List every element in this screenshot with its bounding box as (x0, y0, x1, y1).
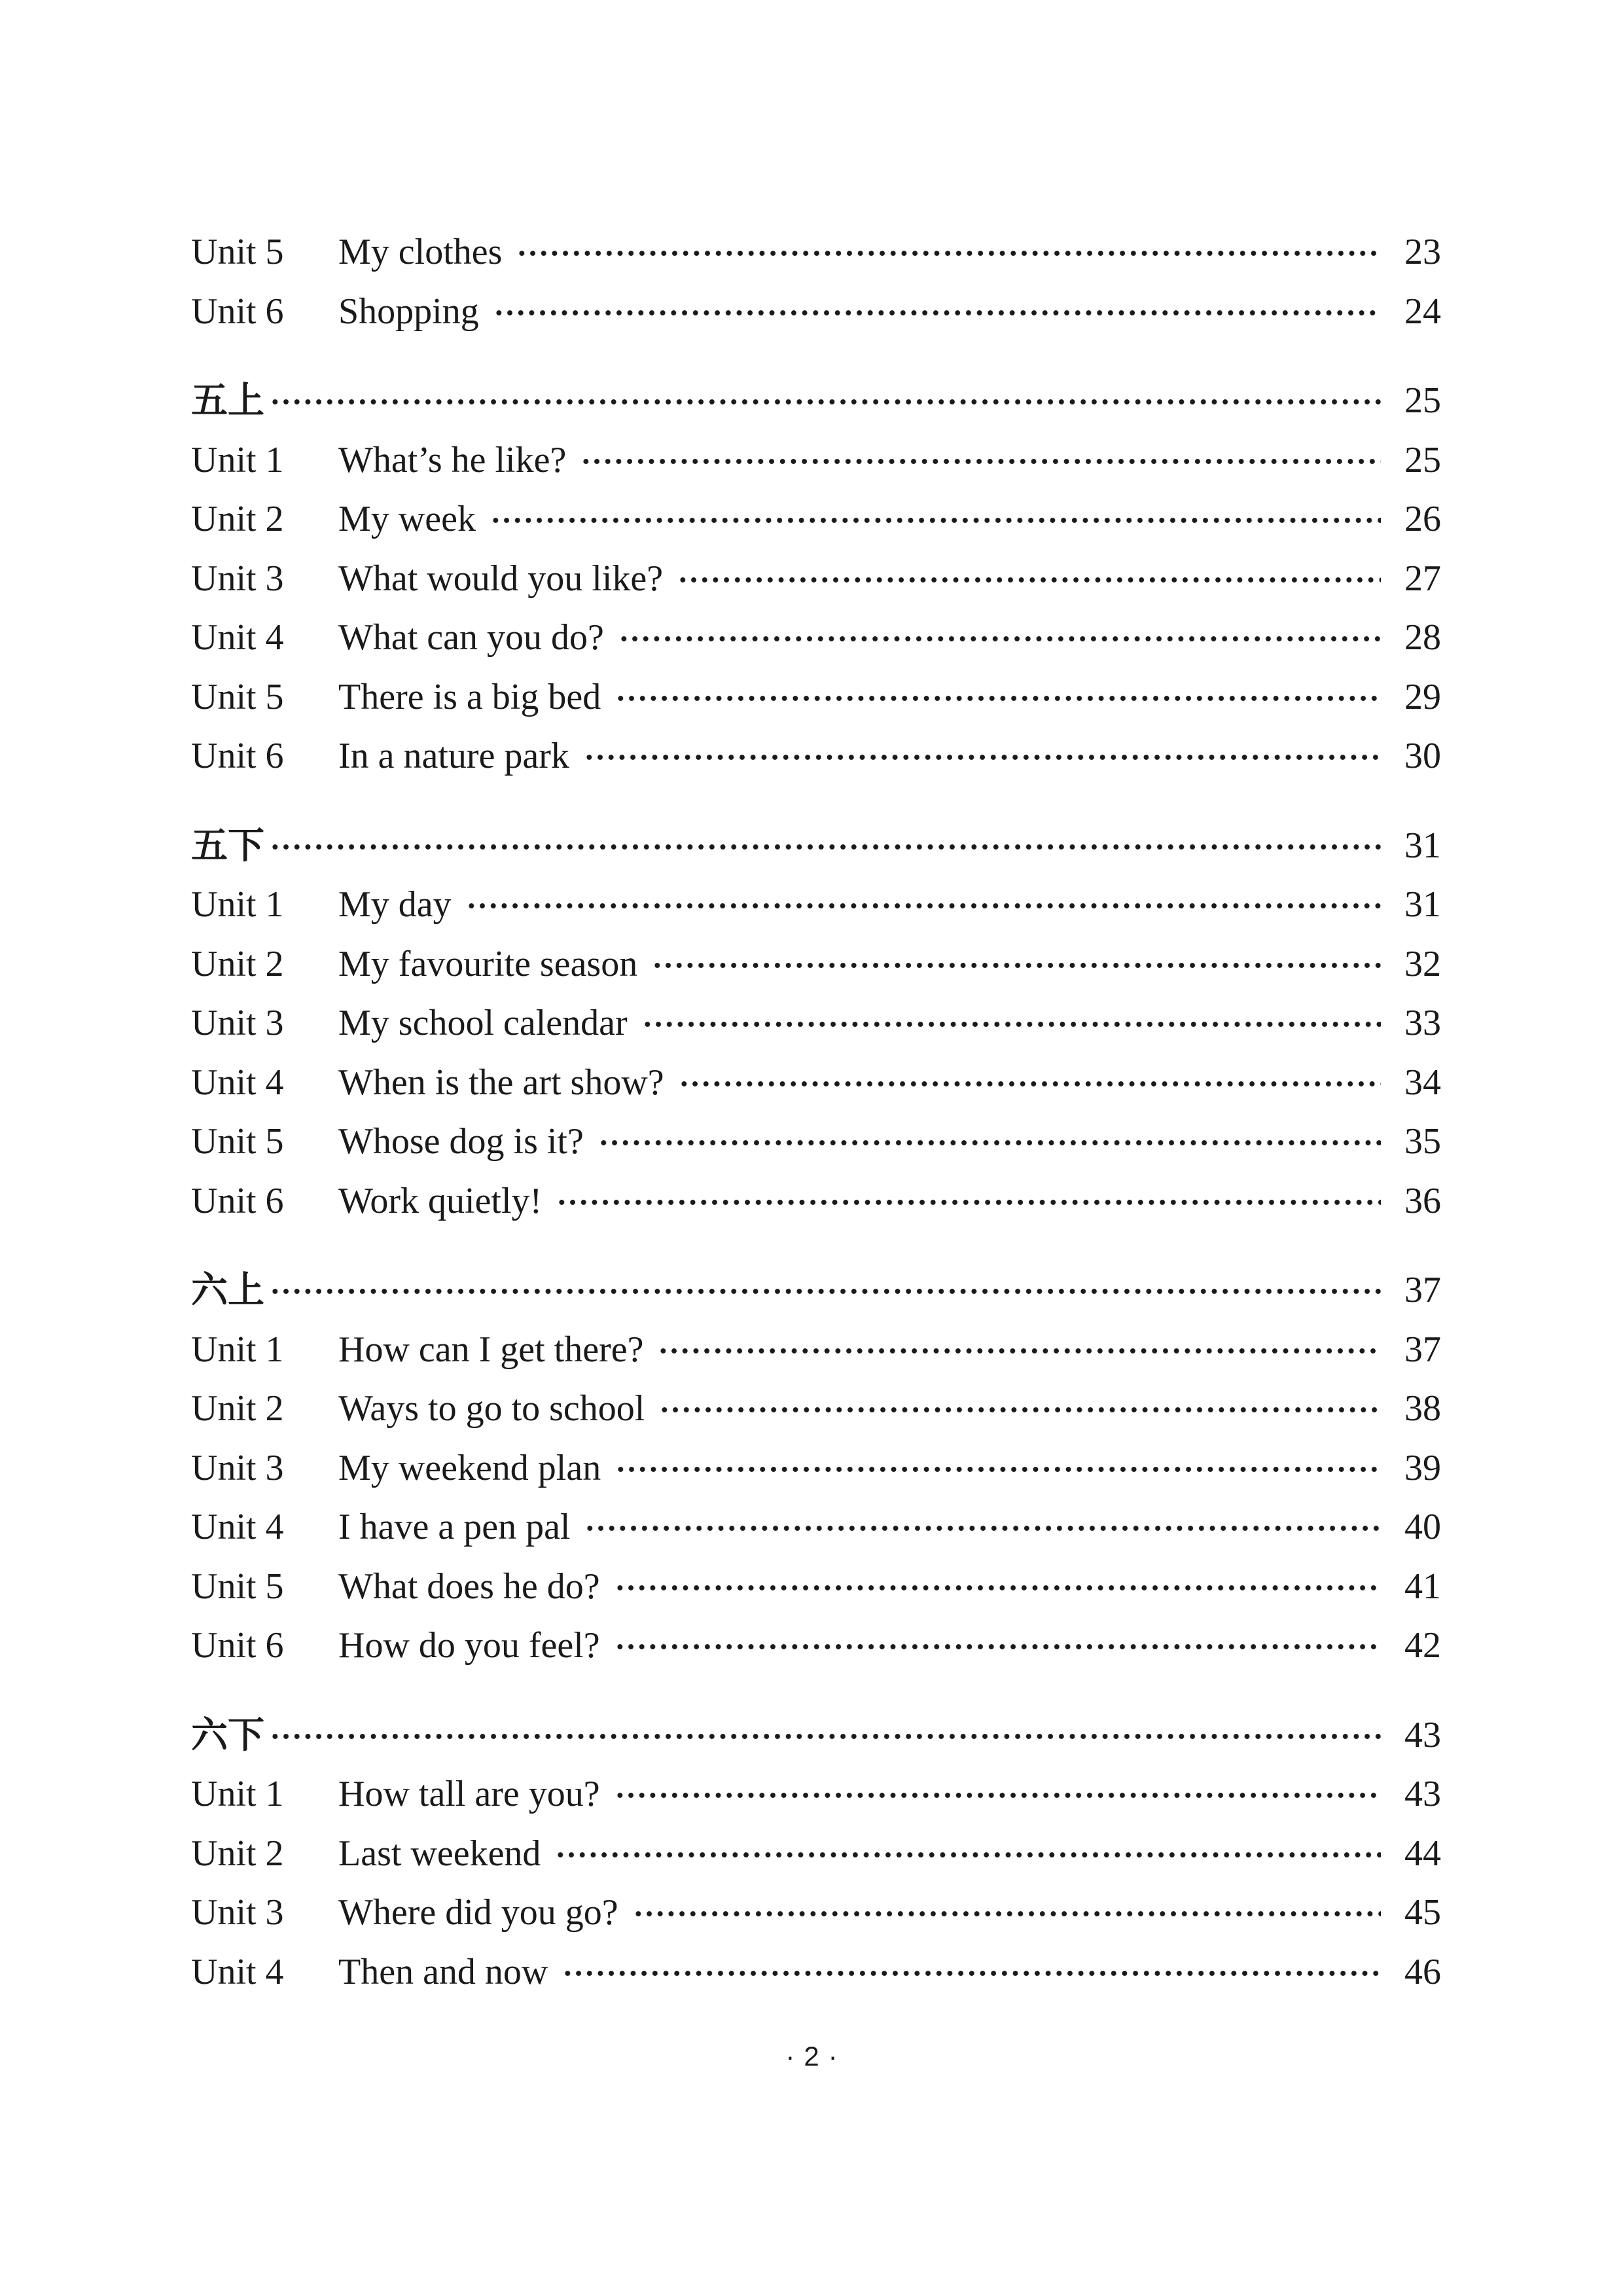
toc-entry-row[interactable] (191, 608, 1441, 668)
toc-page-number: 41 (1404, 1566, 1441, 1607)
toc-unit-title: Last weekend (338, 1833, 541, 1874)
toc-dot-leader (677, 576, 1381, 584)
toc-unit-label: Unit 1 (191, 1774, 284, 1815)
toc-entry-row[interactable] (191, 726, 1441, 786)
toc-entry-row[interactable] (191, 490, 1441, 549)
toc-dot-leader (490, 516, 1381, 524)
toc-unit-label: Unit 1 (191, 439, 284, 480)
toc-entry-row[interactable] (191, 549, 1441, 609)
toc-page-number: 23 (1404, 232, 1441, 273)
toc-entry-row[interactable] (191, 223, 1441, 282)
toc-entry-row[interactable] (191, 1172, 1441, 1231)
toc-page-number: 42 (1404, 1625, 1441, 1666)
toc-unit-label: Unit 3 (191, 1003, 284, 1044)
footer-page-number: 2 (804, 2041, 819, 2072)
toc-dot-leader (580, 457, 1381, 465)
toc-unit-label: Unit 6 (191, 1625, 284, 1666)
toc-page-number: 43 (1404, 1774, 1441, 1815)
toc-unit-title: How do you feel? (338, 1625, 600, 1666)
toc-unit-label: Unit 2 (191, 943, 284, 984)
toc-unit-title: Ways to go to school (338, 1388, 645, 1429)
toc-dot-leader (618, 635, 1381, 643)
toc-page-number: 43 (1404, 1714, 1441, 1755)
toc-unit-title: Where did you go? (338, 1892, 618, 1933)
toc-entry-row[interactable] (191, 1053, 1441, 1113)
toc-dot-leader (562, 1969, 1381, 1977)
toc-unit-title: I have a pen pal (338, 1507, 571, 1548)
toc-unit-title: My clothes (338, 232, 503, 273)
toc-page-number: 37 (1404, 1270, 1441, 1311)
toc-unit-label: Unit 6 (191, 1180, 284, 1221)
toc-entry-row[interactable] (191, 1439, 1441, 1498)
toc-unit-title: My day (338, 884, 452, 925)
footer-dot-right: · (828, 2041, 838, 2072)
toc-page-number: 44 (1404, 1833, 1441, 1874)
toc-unit-label: Unit 5 (191, 676, 284, 717)
page-footer (0, 2041, 1623, 2072)
toc-dot-leader (615, 1584, 1381, 1592)
toc-unit-title: When is the art show? (338, 1062, 664, 1103)
toc-unit-label: Unit 4 (191, 1062, 284, 1103)
toc-unit-label: Unit 3 (191, 1892, 284, 1933)
toc-page-number: 31 (1404, 884, 1441, 925)
toc-unit-title: My weekend plan (338, 1447, 601, 1488)
toc-page-number: 33 (1404, 1003, 1441, 1044)
toc-unit-title: My favourite season (338, 943, 638, 984)
toc-unit-title: Shopping (338, 291, 479, 332)
toc-page-number: 32 (1404, 943, 1441, 984)
toc-dot-leader (615, 1465, 1381, 1473)
toc-unit-label: Unit 3 (191, 1447, 284, 1488)
toc-page-number: 28 (1404, 617, 1441, 658)
toc-unit-label: Unit 6 (191, 291, 284, 332)
toc-entry-row[interactable] (191, 1498, 1441, 1557)
table-of-contents (191, 223, 1441, 2001)
toc-unit-title: How can I get there? (338, 1329, 644, 1370)
toc-dot-leader (642, 1020, 1381, 1028)
toc-section-row[interactable] (191, 1706, 1441, 1765)
toc-section-title: 六下 (191, 1713, 264, 1757)
toc-dot-leader (493, 309, 1381, 317)
toc-section-row[interactable] (191, 371, 1441, 431)
toc-unit-label: Unit 4 (191, 1507, 284, 1548)
toc-dot-leader (270, 398, 1381, 406)
toc-section-row[interactable] (191, 816, 1441, 876)
toc-unit-title: What’s he like? (338, 439, 567, 480)
toc-dot-leader (633, 1910, 1381, 1918)
footer-dot-left: · (785, 2041, 795, 2072)
toc-entry-row[interactable] (191, 1883, 1441, 1943)
toc-section-title: 五下 (191, 823, 264, 867)
toc-entry-row[interactable] (191, 431, 1441, 490)
toc-unit-title: What would you like? (338, 558, 664, 599)
toc-section-title: 五上 (191, 379, 264, 423)
toc-dot-leader (466, 902, 1381, 910)
toc-unit-title: Whose dog is it? (338, 1121, 584, 1162)
toc-unit-title: My school calendar (338, 1003, 628, 1044)
toc-page-number: 29 (1404, 676, 1441, 717)
toc-unit-title: Work quietly! (338, 1180, 543, 1221)
toc-unit-label: Unit 5 (191, 232, 284, 273)
toc-dot-leader (615, 1791, 1381, 1799)
toc-unit-label: Unit 4 (191, 617, 284, 658)
toc-page-number: 25 (1404, 439, 1441, 480)
toc-dot-leader (584, 753, 1381, 761)
toc-unit-label: Unit 6 (191, 736, 284, 777)
toc-dot-leader (270, 843, 1381, 851)
toc-dot-leader (679, 1080, 1381, 1088)
toc-unit-label: Unit 5 (191, 1121, 284, 1162)
toc-dot-leader (516, 249, 1381, 257)
toc-entry-row[interactable] (191, 935, 1441, 994)
toc-dot-leader (584, 1524, 1381, 1532)
toc-entry-row[interactable] (191, 1557, 1441, 1617)
toc-unit-label: Unit 2 (191, 1388, 284, 1429)
toc-unit-label: Unit 3 (191, 558, 284, 599)
toc-page-number: 37 (1404, 1329, 1441, 1370)
toc-unit-label: Unit 5 (191, 1566, 284, 1607)
toc-section-title: 六上 (191, 1268, 264, 1312)
toc-page-number: 31 (1404, 825, 1441, 866)
toc-entry-row[interactable] (191, 1320, 1441, 1380)
toc-page-number: 38 (1404, 1388, 1441, 1429)
toc-unit-title: Then and now (338, 1951, 548, 1992)
toc-entry-row[interactable] (191, 994, 1441, 1053)
toc-page-number: 39 (1404, 1447, 1441, 1488)
toc-unit-title: In a nature park (338, 736, 569, 777)
toc-page-number: 45 (1404, 1892, 1441, 1933)
toc-unit-label: Unit 1 (191, 1329, 284, 1370)
toc-entry-row[interactable] (191, 1112, 1441, 1172)
toc-unit-label: Unit 4 (191, 1951, 284, 1992)
toc-dot-leader (556, 1198, 1381, 1206)
toc-unit-title: There is a big bed (338, 676, 601, 717)
toc-entry-row[interactable] (191, 875, 1441, 935)
toc-unit-title: What does he do? (338, 1566, 600, 1607)
toc-dot-leader (615, 1643, 1381, 1651)
toc-unit-title: What can you do? (338, 617, 604, 658)
toc-entry-row[interactable] (191, 1765, 1441, 1824)
toc-page-number: 26 (1404, 499, 1441, 540)
toc-page-number: 27 (1404, 558, 1441, 599)
toc-entry-row[interactable] (191, 1616, 1441, 1676)
toc-page-number: 46 (1404, 1951, 1441, 1992)
toc-dot-leader (270, 1732, 1381, 1740)
toc-page-number: 25 (1404, 380, 1441, 422)
toc-page-number: 36 (1404, 1180, 1441, 1221)
toc-section-row[interactable] (191, 1261, 1441, 1320)
toc-unit-title: My week (338, 499, 476, 540)
toc-entry-row[interactable] (191, 668, 1441, 727)
toc-page-number: 40 (1404, 1507, 1441, 1548)
toc-unit-label: Unit 2 (191, 499, 284, 540)
toc-entry-row[interactable] (191, 282, 1441, 342)
toc-dot-leader (652, 961, 1381, 969)
toc-dot-leader (658, 1347, 1381, 1355)
toc-dot-leader (659, 1406, 1381, 1414)
toc-entry-row[interactable] (191, 1943, 1441, 2002)
toc-entry-row[interactable] (191, 1824, 1441, 1884)
toc-dot-leader (598, 1139, 1381, 1147)
toc-entry-row[interactable] (191, 1379, 1441, 1439)
toc-page-number: 24 (1404, 291, 1441, 332)
toc-dot-leader (270, 1287, 1381, 1295)
toc-dot-leader (615, 694, 1381, 702)
toc-unit-label: Unit 1 (191, 884, 284, 925)
toc-page-number: 35 (1404, 1121, 1441, 1162)
toc-dot-leader (555, 1851, 1381, 1859)
toc-page-number: 30 (1404, 736, 1441, 777)
toc-unit-title: How tall are you? (338, 1774, 600, 1815)
toc-unit-label: Unit 2 (191, 1833, 284, 1874)
toc-page-number: 34 (1404, 1062, 1441, 1103)
